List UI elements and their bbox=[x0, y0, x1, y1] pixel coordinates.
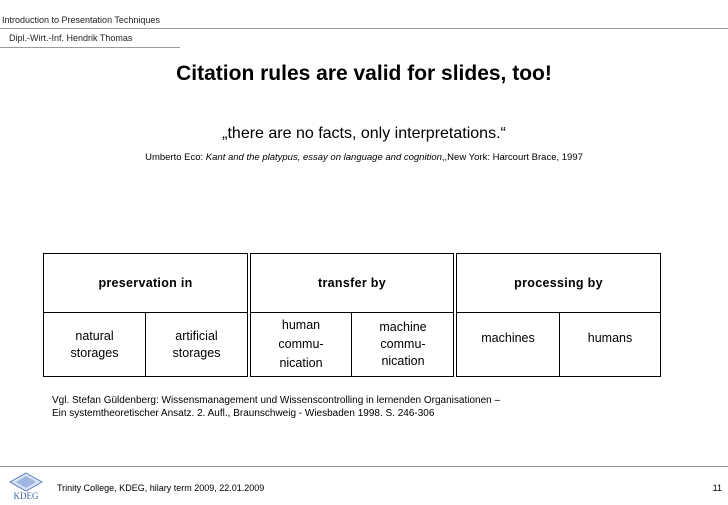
attribution-prefix: Umberto Eco: bbox=[145, 152, 206, 163]
slide-title: Citation rules are valid for slides, too! bbox=[176, 62, 552, 85]
transfer-heading: transfer by bbox=[318, 275, 386, 290]
machine-communication-line1: machine bbox=[379, 319, 427, 334]
author-divider bbox=[0, 47, 180, 48]
author-name: Dipl.-Wirt.-Inf. Hendrik Thomas bbox=[9, 33, 133, 43]
machine-communication-line3: nication bbox=[381, 353, 425, 368]
humans: humans bbox=[587, 330, 633, 345]
header-divider bbox=[0, 28, 728, 29]
human-communication-line1: human bbox=[281, 317, 321, 332]
natural-storages bbox=[44, 313, 145, 376]
quote-attribution bbox=[0, 152, 728, 163]
footer-divider bbox=[0, 466, 728, 467]
kdeg-logo-icon bbox=[4, 470, 48, 500]
machine-communication-line2: commu- bbox=[380, 336, 426, 351]
reference-line1: Vgl. Stefan Güldenberg: Wissensmanagement und Wissenscontrolling in lernenden Organisationen – bbox=[52, 395, 501, 406]
human-communication bbox=[251, 312, 351, 376]
human-communication-line3: nication bbox=[279, 355, 323, 370]
machine-communication bbox=[353, 312, 453, 376]
natural-storages-line2: storages bbox=[70, 345, 119, 360]
processing-heading: processing by bbox=[514, 275, 603, 290]
reference bbox=[52, 394, 500, 420]
artificial-storages bbox=[146, 313, 247, 376]
transfer-box bbox=[250, 253, 454, 377]
artificial-storages-line2: storages bbox=[172, 345, 221, 360]
reference-line2: Ein systemtheoretischer Ansatz. 2. Aufl., Braunschweig - Wiesbaden 1998. S. 246-306 bbox=[52, 408, 435, 419]
processing-box bbox=[456, 253, 661, 377]
quote: „there are no facts, only interpretations.“ bbox=[222, 125, 506, 142]
preservation-heading: preservation in bbox=[98, 275, 193, 290]
footer-info: Trinity College, KDEG, hilary term 2009, 22.01.2009 bbox=[57, 483, 265, 493]
attribution-work: Kant and the platypus, essay on language and cognition bbox=[205, 152, 442, 163]
attribution-suffix: ,,New York: Harcourt Brace, 1997 bbox=[441, 152, 583, 163]
artificial-storages-line1: artificial bbox=[175, 328, 218, 343]
page-number: 11 bbox=[712, 483, 722, 493]
course-title: Introduction to Presentation Techniques bbox=[2, 15, 160, 25]
human-communication-cell bbox=[251, 312, 352, 376]
kdeg-logo bbox=[4, 470, 48, 500]
machines: machines bbox=[481, 330, 535, 345]
logo-text: KDEG bbox=[13, 491, 39, 500]
natural-storages-line1: natural bbox=[75, 328, 114, 343]
preservation-box bbox=[43, 253, 248, 377]
human-communication-line2: commu- bbox=[278, 336, 324, 351]
